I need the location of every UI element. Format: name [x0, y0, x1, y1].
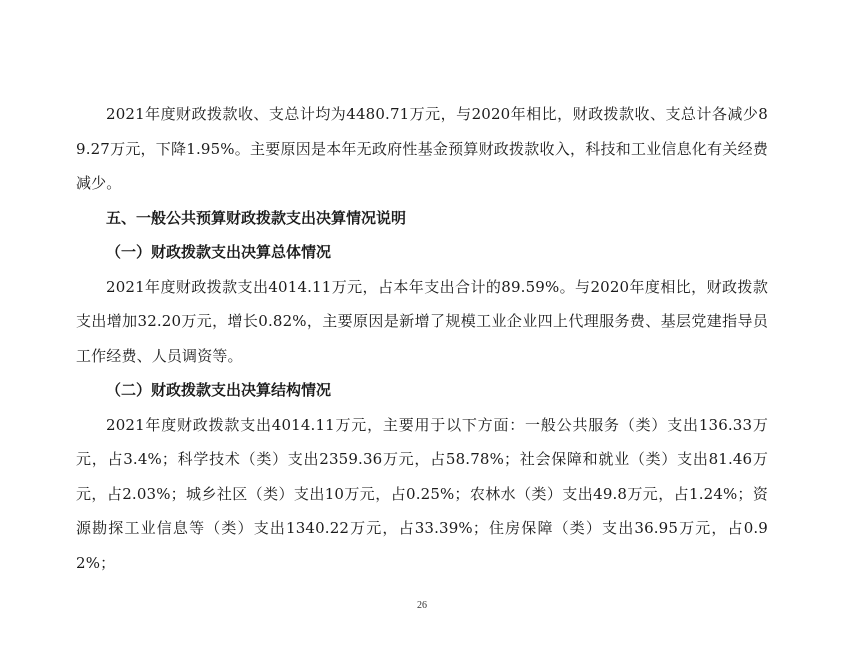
paragraph-overall-expenditure: 2021年度财政拨款支出4014.11万元，占本年支出合计的89.59%。与2020年度相比，财政拨款支出增加32.20万元，增长0.82%，主要原因是新增了规模工业企业四上代理服务费、基层党建指导员工作经费、人员调资等。	[76, 277, 768, 365]
document-body	[76, 97, 768, 580]
paragraph-expenditure-structure: 2021年度财政拨款支出4014.11万元，主要用于以下方面：一般公共服务（类）支出136.33万元，占3.4%；科学技术（类）支出2359.36万元，占58.78%；社会保障和就业（类）支出81.46万元，占2.03%；城乡社区（类）支出10万元，占0.25%；农林水（类）支出49.8万元，占1.24%；资源勘探工业信息等（类）支出1340.22万元，占33.39%；住房保障（类）支出36.95万元，占0.92%；	[76, 415, 768, 572]
subsection-heading-overall: （一）财政拨款支出决算总体情况	[106, 243, 332, 261]
page-number: 26	[417, 600, 427, 611]
paragraph-income-expenditure-total: 2021年度财政拨款收、支总计均为4480.71万元，与2020年相比，财政拨款收、支总计各减少89.27万元，下降1.95%。主要原因是本年无政府性基金预算财政拨款收入，科技和工业信息化有关经费减少。	[76, 105, 768, 192]
subsection-heading-structure: （二）财政拨款支出决算结构情况	[106, 381, 332, 399]
section-heading-general-budget: 五、一般公共预算财政拨款支出决算情况说明	[106, 208, 407, 227]
